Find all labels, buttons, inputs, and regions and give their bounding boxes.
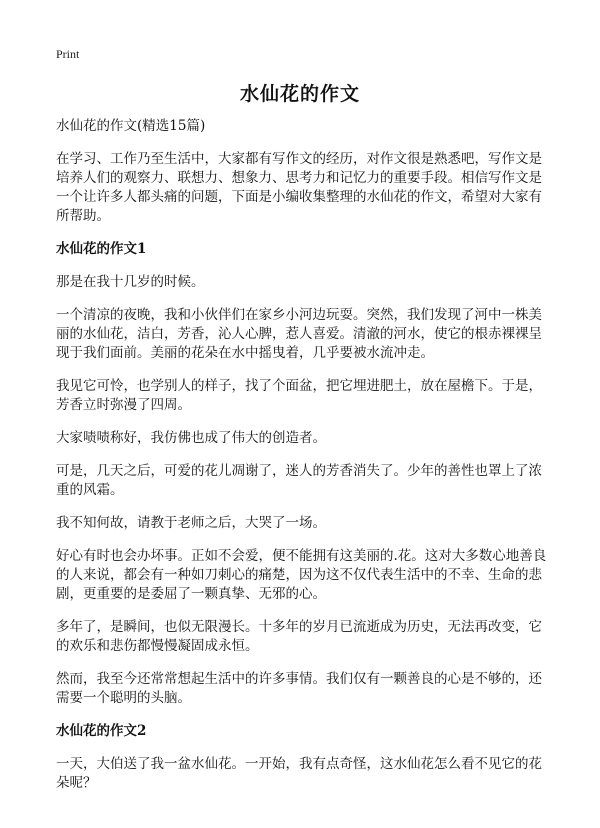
paragraph: 那是在我十几岁的时候。 [56, 274, 205, 290]
article-body [56, 116, 550, 807]
paragraph: 好心有时也会办坏事。正如不会爱，便不能拥有这美丽的.花。这对大多数心地善良的人来说，都会有一种如刀刺心的痛楚，因为这不仅代表生活中的不幸、生命的悲剧，更重要的是委屈了一颗真挚、无邪的心。 [56, 548, 547, 602]
paragraph: 我见它可怜，也学别人的样子，找了个面盆，把它埋进肥土，放在屋檐下。于是，芳香立时弥漫了四周。 [56, 378, 542, 413]
article-subtitle: 水仙花的作文(精选15篇) [56, 118, 206, 134]
paragraph: 大家啧啧称好，我仿佛也成了伟大的创造者。 [56, 430, 326, 446]
paragraph: 一天，大伯送了我一盆水仙花。一开始，我有点奇怪，这水仙花怎么看不见它的花朵呢？ [56, 756, 542, 791]
paragraph: 多年了，是瞬间，也似无限漫长。十多年的岁月已流逝成为历史，无法再改变，它的欢乐和悲伤都慢慢凝固成永恒。 [56, 619, 542, 654]
intro-paragraph: 在学习、工作乃至生活中，大家都有写作文的经历，对作文很是熟悉吧，写作文是培养人们的观察力、联想力、想象力、思考力和记忆力的重要手段。相信写作文是一个让许多人都头痛的问题，下面是小编收集整理的水仙花的作文，希望对大家有所帮助。 [56, 151, 542, 224]
section-heading: 水仙花的作文2 [56, 723, 147, 739]
paragraph: 我不知何故，请教于老师之后，大哭了一场。 [56, 515, 326, 531]
print-link[interactable]: Print [56, 47, 80, 61]
paragraph: 然而，我至今还常常想起生活中的许多事情。我们仅有一颗善良的心是不够的，还需要一个聪明的头脑。 [56, 671, 542, 706]
page-title: 水仙花的作文 [239, 83, 360, 105]
paragraph: 可是，几天之后，可爱的花儿凋谢了，迷人的芳香消失了。少年的善性也罩上了浓重的风霜。 [56, 463, 542, 498]
section-heading: 水仙花的作文1 [56, 241, 147, 257]
paragraph: 一个清凉的夜晚，我和小伙伴们在家乡小河边玩耍。突然，我们发现了河中一株美丽的水仙花，洁白，芳香，沁人心脾，惹人喜爱。清澈的河水，使它的根赤裸裸呈现于我们面前。美丽的花朵在水中摇曳着，几乎要被水流冲走。 [56, 307, 542, 361]
